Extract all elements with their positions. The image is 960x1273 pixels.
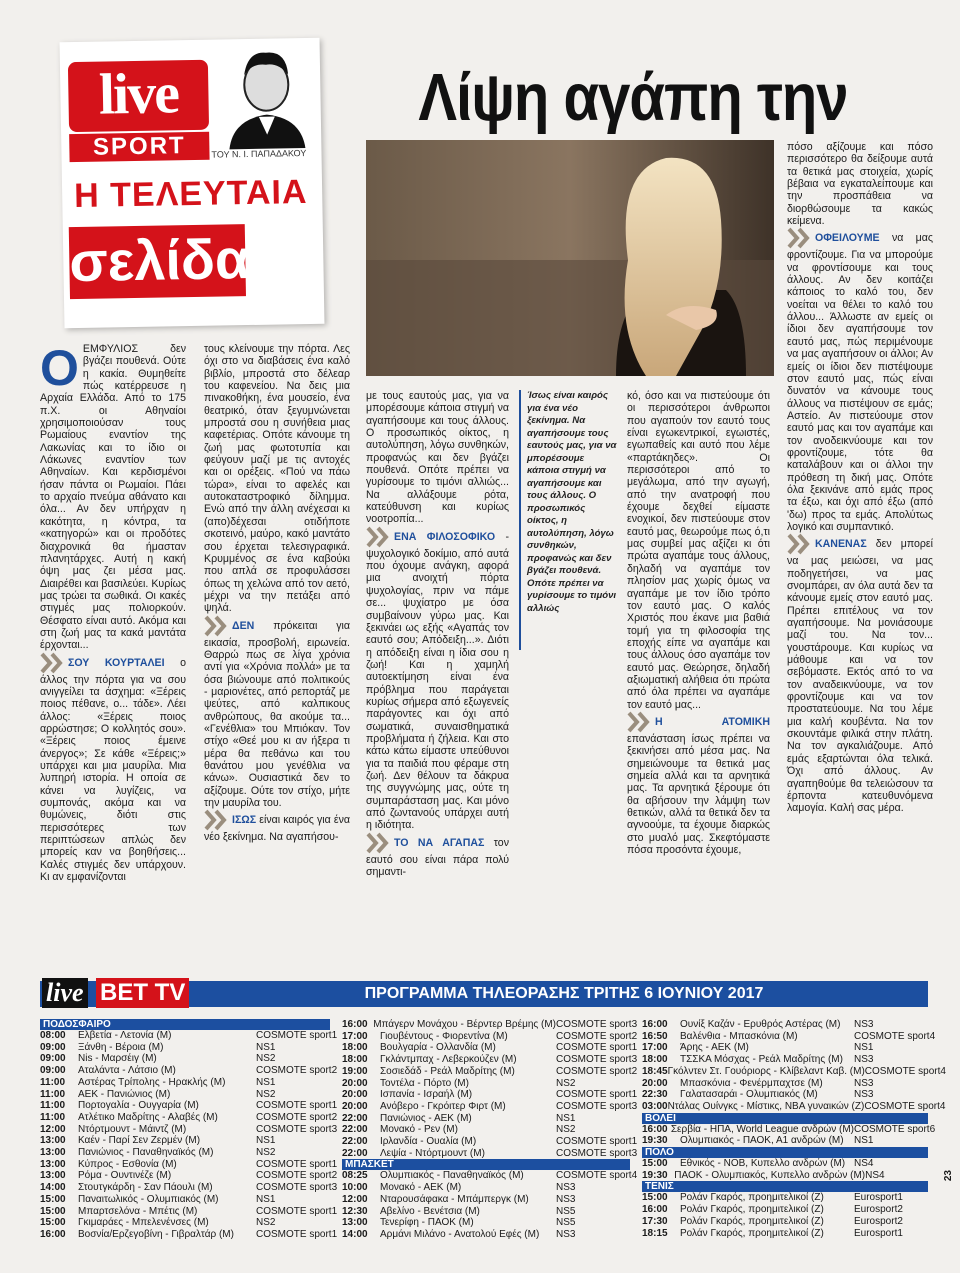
tv-channel: COSMOTE sport3 xyxy=(556,1054,638,1066)
lead-in: ΟΦΕΙΛΟΥΜΕ xyxy=(815,232,880,245)
tv-programme: Ρολάν Γκαρός, προημιτελικοί (Ζ) xyxy=(680,1192,824,1204)
tv-programme: Μπαρτσελόνα - Μπέτις (Μ) xyxy=(78,1205,198,1217)
tv-channel: Eurosport2 xyxy=(854,1204,903,1216)
masthead-card xyxy=(60,38,325,328)
tv-programme: Ατλέτικο Μαδρίτης - Αλαβές (Μ) xyxy=(78,1111,218,1123)
tv-channel: NS3 xyxy=(854,1089,874,1101)
tv-time: 17:00 xyxy=(642,1042,668,1054)
tv-channel: COSMOTE sport3 xyxy=(556,1147,638,1159)
tv-programme: Ισπανία - Ισραήλ (Μ) xyxy=(380,1089,473,1101)
tv-listing-row xyxy=(342,1100,638,1113)
tv-listing-row xyxy=(40,1158,338,1171)
tv-time: 22:00 xyxy=(342,1147,368,1159)
tv-listing-row xyxy=(40,1100,338,1112)
tv-time: 22:00 xyxy=(342,1136,368,1148)
tv-programme: Λεψία - Ντόρτμουντ (Μ) xyxy=(380,1147,485,1159)
tv-channel: COSMOTE sport1 xyxy=(256,1158,338,1170)
lead-in: ΣΟΥ ΚΟΥΡΤΑΛΕΙ xyxy=(68,656,165,669)
paragraph: ΕΜΦΥΛΙΟΣ δεν βγάζει πουθενά. Ούτε η κακία. Θυμηθείτε πώς κατέρρευσε η Αρχαία Ελλάδα. Από το 175 π.Χ. οι Αθηναίοι χρησιμοποιούσαν τους Ρωμαίους εναντίον της Λακωνίας και το ίδιο οι Λάκωνες εναντίον των Αθηναίων. Και κερδισμένοι ήσαν πάντα οι Ρωμαίοι. Πάει το αρχαίο πνεύμα αθάνατο και όλα... Αν δεν υπήρχαν η κακότητα, η κόντρα, τα «κατηγορώ» και οι προδότες διαχρονικά θα ήμασταν πλανητάρχες. Αυτή η κακή όψη μας ζει μέσα μας. Διαιρέθει και βασιλεύει. Κυρίως μας τρώει τα σωθικά. Οι κακές στιγμές μας πολιορκούν. Θέσφατο είναι αυτό. Ακόμα και στη ζωή μας τα κακά μαντάτα έρχονται... xyxy=(40,343,186,652)
tv-channel: NS4 xyxy=(865,1169,885,1181)
tv-list xyxy=(342,1019,638,1159)
paragraph: πρόκειται για εικασία, προσβολή, ειρωνεία. Θαρρώ πως σε λίγα χρόνια αντί για «Χρόνια πολλά» με τα όσα βιώνουμε από πολιτικούς - μαριονέτες, από ρεπορτάζ με ψεύτες, από καλπικους ανθρώπους, θα ακούμε τα... «Γενέθλια» του Μπιόκαν. Τον στίχο «Θεέ μου κι αν ήξερα τι μέρα θα πεθάνω και του θανάτου μου γενέθλια να κάνω». Ουσιαστικά δεν το αξίζουμε. Ούτε τον στίχο, μήτε την μαυρίλα του. xyxy=(204,619,350,810)
tv-channel: COSMOTE sport2 xyxy=(256,1111,338,1123)
tv-time: 15:00 xyxy=(40,1217,66,1229)
tv-programme: Βαλένθια - Μπασκόνια (Μ) xyxy=(680,1030,798,1042)
tv-listing-row xyxy=(342,1019,638,1031)
article-photo xyxy=(366,140,774,376)
lead-in: ΤΟ ΝΑ ΑΓΑΠΑΣ xyxy=(394,836,485,849)
tv-time: 20:00 xyxy=(642,1077,668,1089)
tv-time: 16:00 xyxy=(40,1228,66,1240)
tv-time: 22:00 xyxy=(342,1112,368,1124)
tv-time: 20:00 xyxy=(342,1089,368,1101)
tv-listing-row xyxy=(642,1065,946,1078)
tv-category-header: ΠΟΛΟ xyxy=(642,1147,928,1158)
tv-list xyxy=(642,1123,936,1147)
tv-listing-row xyxy=(642,1100,946,1113)
tv-channel: COSMOTE sport1 xyxy=(556,1136,638,1148)
tv-column-2 xyxy=(342,1019,638,1241)
live-logo: live xyxy=(68,60,209,132)
tv-listing-row xyxy=(642,1216,928,1228)
tv-channel: NS1 xyxy=(256,1193,276,1205)
tv-programme: ΠΑΟΚ - Ολυμπιακός, Κυπελλο ανδρών (Μ) xyxy=(674,1169,866,1181)
tv-time: 13:00 xyxy=(40,1147,66,1159)
tv-programme: Αβελίνο - Βενέτσια (Μ) xyxy=(380,1205,480,1217)
article-column-4 xyxy=(627,390,770,856)
tv-channel: COSMOTE sport2 xyxy=(556,1065,638,1077)
tv-channel: NS3 xyxy=(556,1182,576,1194)
tv-time: 16:00 xyxy=(642,1123,668,1135)
tv-listing-row xyxy=(40,1030,338,1042)
tv-channel: COSMOTE sport1 xyxy=(556,1042,638,1054)
tv-programme: Ολυμπιακός - ΠΑΟΚ, Α1 ανδρών (Μ) xyxy=(680,1135,844,1147)
chevron-icon xyxy=(204,615,230,637)
tv-time: 18:15 xyxy=(642,1227,668,1239)
tv-programme: Νταρουσάφακα - Μπάμπεργκ (Μ) xyxy=(380,1193,529,1205)
tv-programme: Γκλάντμπαχ - Λεβερκούζεν (Μ) xyxy=(380,1054,517,1066)
tv-time: 09:00 xyxy=(40,1053,66,1065)
tv-listing-row xyxy=(642,1135,928,1147)
tv-channel: COSMOTE sport4 xyxy=(864,1065,946,1077)
tv-time: 09:00 xyxy=(40,1065,66,1077)
tv-listing-row xyxy=(40,1053,330,1065)
tv-listing-row xyxy=(642,1170,928,1182)
lead-in: ΔΕΝ xyxy=(232,619,255,632)
tv-programme: Ουνίξ Καζάν - Ερυθρός Αστέρας (Μ) xyxy=(680,1019,841,1030)
tv-listing-row xyxy=(342,1229,630,1241)
tv-channel: COSMOTE sport4 xyxy=(864,1100,946,1112)
tv-programme: Γιουβέντους - Φιορεντίνα (Μ) xyxy=(380,1030,508,1042)
tv-channel: NS1 xyxy=(256,1135,276,1147)
tv-channel: COSMOTE sport1 xyxy=(256,1030,338,1041)
tv-time: 12:00 xyxy=(342,1193,368,1205)
tv-programme: ΤΣΣΚΑ Μόσχας - Ρεάλ Μαδρίτης (Μ) xyxy=(680,1054,843,1066)
tv-listing-row xyxy=(342,1054,638,1066)
tv-channel: COSMOTE sport1 xyxy=(256,1100,338,1112)
tv-listing-row xyxy=(342,1089,638,1101)
paragraph: είναι καιρός για ένα νέο ξεκίνημα. Να αγαπήσου- xyxy=(204,814,350,844)
tv-programme: Εθνικός - ΝΟΒ, Κυπελλο ανδρών (Μ) xyxy=(680,1158,846,1170)
tv-list xyxy=(342,1170,638,1240)
tv-listing-row xyxy=(40,1170,338,1182)
tv-programme: Στουτγκάρδη - Σαν Πάουλι (Μ) xyxy=(78,1182,213,1194)
tv-listing-row xyxy=(40,1194,330,1206)
lead-in: Η ΑΤΟΜΙΚΗ xyxy=(655,715,770,728)
tv-channel: NS4 xyxy=(854,1158,874,1170)
tv-category-header: ΒΟΛΕΙ xyxy=(642,1113,928,1124)
tv-listing-row xyxy=(642,1204,928,1216)
tv-time: 22:00 xyxy=(342,1124,368,1136)
tv-channel: NS3 xyxy=(854,1054,874,1066)
tv-listing-row xyxy=(342,1194,630,1206)
tv-listing-row xyxy=(40,1077,330,1089)
tv-listing-row xyxy=(642,1019,928,1031)
tv-programme: Ιρλανδία - Ουαλία (Μ) xyxy=(380,1136,477,1148)
tv-time: 15:00 xyxy=(40,1205,66,1217)
tv-category-header: ΤΕΝΙΣ xyxy=(642,1181,928,1192)
tv-programme: Ρολάν Γκαρός, προημιτελικοί (Ζ) xyxy=(680,1215,824,1227)
drop-cap: Ο xyxy=(40,340,79,396)
tv-programme: Άρης - ΑΕΚ (Μ) xyxy=(680,1042,749,1054)
tv-channel: COSMOTE sport2 xyxy=(256,1065,338,1077)
tv-time: 03:00 xyxy=(642,1100,668,1112)
tv-channel: Eurosport2 xyxy=(854,1215,903,1227)
tv-time: 13:00 xyxy=(40,1135,66,1147)
tv-programme: Γκόλντεν Στ. Γουόριορς - Κλίβελαντ Καβ. (Μ) xyxy=(667,1065,865,1077)
tv-programme: Ολυμπιακός - Παναθηναϊκός (Μ) xyxy=(380,1170,524,1182)
tv-time: 18:00 xyxy=(342,1042,368,1054)
tv-listing-row xyxy=(40,1217,330,1229)
tv-listing-row xyxy=(642,1123,936,1136)
tv-time: 12:30 xyxy=(342,1205,368,1217)
tv-programme: Ρολάν Γκαρός, προημιτελικοί (Ζ) xyxy=(680,1204,824,1216)
tv-channel: NS2 xyxy=(256,1147,276,1159)
tv-programme: Βοσνία/Ερζεγοβίνη - Γιβραλτάρ (Μ) xyxy=(78,1228,234,1240)
tv-time: 19:00 xyxy=(342,1065,368,1077)
paragraph: τους κλείνουμε την πόρτα. Λες όχι στο να διαβάσεις ένα καλό βιβλίο, μπροστά στο δέλεαρ του καφενείου. Να δεις μια πινακοθήκη, ένα μουσείο, ένα θεατρικό, όταν ξεγυμνώνεται μπροστά σου η συνήθεια μιας καφετέριας. Οπότε κάνουμε τη ζωή μας φωτοτυπία και φεύγουν μαζί με τις αντοχές και οι ορέξεις. «Πού να πάω τώρα», είναι το αφελές και αυτοκαταστροφικό δίλημμα. Ενώ από την άλλη ανέχεσαι κι (απο)δέχεσαι οτιδήποτε σκοτεινό, μαύρο, κακό μαντάτο σου έρχεται τελεσιγραφικά. Κρυμμένος σε ένα καβούκι που απλά σε προφυλάσσει όπως τη χελώνα από τον αετό, μέχρι να την πετάξει από ψηλά. xyxy=(204,343,350,615)
tv-channel: Eurosport1 xyxy=(854,1227,903,1239)
tv-time: 13:00 xyxy=(342,1217,368,1229)
tv-time: 14:00 xyxy=(40,1182,66,1194)
page-number: 23 xyxy=(943,1170,954,1182)
chevron-icon xyxy=(627,711,653,733)
tv-time: 18:00 xyxy=(342,1054,368,1066)
tv-programme: Μπασκόνια - Φενέρμπαχτσε (Μ) xyxy=(680,1077,823,1089)
tv-channel: COSMOTE sport1 xyxy=(256,1228,338,1240)
tv-time: 17:00 xyxy=(342,1030,368,1042)
tv-channel: NS5 xyxy=(556,1217,576,1229)
tv-listing-row xyxy=(342,1217,630,1229)
tv-listing-row xyxy=(642,1158,928,1170)
tv-time: 16:00 xyxy=(642,1204,668,1216)
tv-programme: Nis - Μαρσέιγ (Μ) xyxy=(78,1053,157,1065)
tv-programme: Αστέρας Τρίπολης - Ηρακλής (Μ) xyxy=(78,1076,226,1088)
tv-channel: COSMOTE sport3 xyxy=(256,1182,338,1194)
tv-programme: Κύπρος - Εσθονία (Μ) xyxy=(78,1158,177,1170)
tv-channel: COSMOTE sport2 xyxy=(256,1170,338,1182)
paragraph: επανάσταση ίσως πρέπει να ξεκινήσει από μέσα μας. Να σημειώνουμε τα θετικά μας σημεία αλλά και τα αρνητικά μας. Τα αρνητικά ξέρουμε ότι θα αβήσουν την λάμψη των θετικών, αλλά τα θετικά δεν τα αγνοούμε, τα έχουμε διαρκώς στο μυαλό μας. Σκεφτόμαστε πόσα προσόντα έχουμε, xyxy=(627,732,770,857)
tv-channel: NS1 xyxy=(256,1076,276,1088)
tv-listing-row xyxy=(40,1089,330,1101)
author-byline: ΤΟΥ Ν. Ι. ΠΑΠΑΔΑΚΟΥ xyxy=(211,148,307,160)
tv-channel: NS1 xyxy=(556,1112,576,1124)
tv-listing-row xyxy=(342,1136,638,1148)
tv-listing-row xyxy=(642,1089,928,1101)
paragraph: ο άλλος την πόρτα για να σου ανιγγείλει τα άσχημα: «Ξέρεις ποιος πέθανε, ο... τάδε». Λέει άλλος: «Ξέρεις ποιος αρρώστησε; Ο κολλητός σου». «Ξέρεις ποιος έμεινε άνεργος»; Σε κάθε «Ξέρεις;» υπάρχει και μια μαυρίλα. Μια λυπηρή ιστορία. Η οποία σε κάνει να λυγίζεις, να συμπονάς, ακόμα και να θυμώνεις, διότι στις περισσότερες των περιπτώσεων απλώς δεν μπορείς καν να βοηθήσεις... Καλές στιγμές δεν υπάρχουν. Κι αν εμφανίζονται xyxy=(40,656,186,884)
tv-category-header: ΜΠΑΣΚΕΤ xyxy=(342,1159,630,1170)
tv-listing-row xyxy=(342,1030,638,1043)
tv-listing-row xyxy=(342,1206,630,1218)
tv-programme: Ανόβερο - Γκρόιτερ Φιρτ (Μ) xyxy=(380,1100,506,1112)
chevron-icon xyxy=(366,832,392,854)
tv-time: 22:30 xyxy=(642,1089,668,1101)
tv-time: 11:00 xyxy=(40,1100,66,1112)
author-portrait-icon xyxy=(218,44,316,150)
tv-time: 20:00 xyxy=(342,1077,368,1089)
tv-channel: NS1 xyxy=(854,1135,874,1147)
tv-programme: Πανιώνιος - ΑΕΚ (Μ) xyxy=(380,1112,472,1124)
tv-list xyxy=(642,1019,946,1113)
tv-time: 17:30 xyxy=(642,1215,668,1227)
tv-channel: NS5 xyxy=(556,1205,576,1217)
tv-listing-row xyxy=(642,1228,928,1240)
tv-time: 12:00 xyxy=(40,1123,66,1135)
chevron-icon xyxy=(204,809,230,831)
tv-channel: COSMOTE sport4 xyxy=(556,1170,638,1182)
sport-logo: SPORT xyxy=(69,132,209,162)
tv-list xyxy=(642,1192,928,1239)
tv-time: 11:00 xyxy=(40,1088,66,1100)
tv-channel: COSMOTE sport1 xyxy=(556,1089,638,1101)
tv-listing-row xyxy=(342,1113,630,1125)
chevron-icon xyxy=(787,227,813,249)
tv-listing-row xyxy=(342,1170,638,1182)
tv-time: 20:00 xyxy=(342,1100,368,1112)
tv-time: 18:00 xyxy=(642,1054,668,1066)
tv-programme: Γαλατασαράι - Ολυμπιακός (Μ) xyxy=(680,1089,818,1101)
tv-channel: COSMOTE sport1 xyxy=(256,1205,338,1217)
tv-channel: COSMOTE sport2 xyxy=(556,1030,638,1042)
tv-programme: Μονακό - Ρεν (Μ) xyxy=(380,1124,458,1136)
tv-listing-row xyxy=(342,1182,630,1194)
tv-time: 08:25 xyxy=(342,1170,368,1182)
tv-channel: COSMOTE sport6 xyxy=(854,1123,936,1135)
tv-channel: COSMOTE sport3 xyxy=(556,1100,638,1112)
tv-channel: NS3 xyxy=(854,1077,874,1089)
paragraph: κό, όσο και να πιστεύουμε ότι οι περισσότεροι άνθρωποι που αγαπούν τον εαυτό τους είναι εγωκεντρικοί, εγωιστές, εγωπαθείς και αυτό που λέμε «παρτάκηδες». Οι περισσότεροι από το μεγάλωμα, από την αγωγή, από την ανατροφή που έχουμε δεχθεί είμαστε ενοχικοί, δεν πιστεύουμε στον εαυτό μας, θεωρούμε πως ό,τι μας συμβεί μας αξίζει κι ότι πρώτα αγαπάμε τους άλλους, δηλαδή να αγαπάμε τον πλησίον μας χωρίς όμως να αγαπάμε με τον ίδιο τρόπο τον εαυτό μας. Ο καλός Χριστός που έκανε μια βαθιά τομή για τη φιλοσοφία της εποχής είπε να αγαπάμε και τους άλλους όσο αγαπάμε τον εαυτό μας. Θεώρησε, δηλαδή αξιωματική αλήθεια ότι πρώτα από όλα πρέπει να αγαπάμε τον εαυτό μας... xyxy=(627,390,770,711)
section-kicker: Η ΤΕΛΕΥΤΑΙΑ xyxy=(73,172,308,216)
tv-listing-row xyxy=(642,1054,928,1066)
tv-listing-row xyxy=(642,1042,928,1054)
lead-in: ΙΣΩΣ xyxy=(232,814,257,827)
tv-listing-row xyxy=(40,1182,338,1194)
tv-channel: COSMOTE sport3 xyxy=(256,1123,338,1135)
article-column-5 xyxy=(787,141,933,815)
section-title: σελίδα xyxy=(69,224,246,299)
tv-listing-row xyxy=(40,1111,338,1124)
tv-programme: Ντάλας Ουίνγκς - Μίστικς, NBA γυναικών (Ζ) xyxy=(667,1100,865,1112)
pull-quote: Ίσως είναι καιρός για ένα νέο ξεκίνημα. Να αγαπήσουμε τους εαυτούς μας, για να μπορέσουμε κάποια στιγμή να αγαπήσουμε και τους άλλους. Ο προσωπικός οίκτος, η αυτολύπηση, λόγω συνθηκών, προφανώς και δεν βγάζει πουθενά. Οπότε πρέπει να γυρίσουμε το τιμόνι αλλιώς xyxy=(527,390,617,614)
chevron-icon xyxy=(40,652,66,674)
paragraph: δεν μπορεί να μας μειώσει, να μας ποδηγετήσει, να μας σνομπάρει, αν όλα αυτά δεν τα κάνουμε εμείς στον εαυτό μας. Πρέπει επιτέλους να τον αγαπήσουμε. Να μονιάσουμε μαζί του. Να τον... γουστάρουμε. Και κυρίως να μάθουμε και να τον σεβόμαστε. Εκτός από το να τον αναδεικνύουμε, να τον φροντίζουμε και να τον προστατεύουμε. Να του λέμε μια καλή κουβέντα. Να τον σκουντάμε φιλικά στην πλάτη. Να τον αγκαλιάζουμε. Από εμάς εξαρτώνται όλα τελικά. Όχι από άλλους. Αν αγαπηθούμε θα τελειώσουν τα έρποντα κατευθυνόμενα λαμογία. Καλή σας μέρα. xyxy=(787,538,933,815)
tv-time: 15:00 xyxy=(642,1192,668,1204)
tv-programme: Γκιμαράες - Μπελενένσες (Μ) xyxy=(78,1217,209,1229)
tv-logo-live: live xyxy=(42,978,88,1008)
tv-listing-row xyxy=(40,1135,330,1147)
article-column-2 xyxy=(204,343,350,844)
tv-channel: Eurosport1 xyxy=(854,1192,903,1204)
tv-time: 09:00 xyxy=(40,1041,66,1053)
chevron-icon xyxy=(787,533,813,555)
tv-programme: Βουλγαρία - Ολλανδία (Μ) xyxy=(380,1042,496,1054)
tv-listing-row xyxy=(642,1192,928,1204)
tv-time: 08:00 xyxy=(40,1030,66,1041)
tv-programme: Ρόμα - Ουντινέζε (Μ) xyxy=(78,1170,172,1182)
tv-programme: Σοσιεδάδ - Ρεάλ Μαδρίτης (Μ) xyxy=(380,1065,515,1077)
tv-channel: NS3 xyxy=(556,1228,576,1240)
tv-listing-row xyxy=(40,1228,338,1241)
tv-time: 19:30 xyxy=(642,1135,668,1147)
tv-programme: Μονακό - ΑΕΚ (Μ) xyxy=(380,1182,462,1194)
tv-listing-row xyxy=(342,1147,638,1160)
paragraph: τον εαυτό σου είναι πάρα πολύ σημαντι- xyxy=(366,836,509,879)
tv-listing-row xyxy=(342,1065,638,1078)
paragraph: πόσο αξίζουμε και πόσο περισσότερο θα δείξουμε αυτά τα θετικά μας στοιχεία, χωρίς βέβαια να εγκαταλείπουμε και την προσπάθεια να διορθώσουμε τα κακώς κείμενα. xyxy=(787,141,933,228)
tv-channel: COSMOTE sport4 xyxy=(854,1030,936,1042)
tv-guide-title: ΠΡΟΓΡΑΜΜΑ ΤΗΛΕΟΡΑΣΗΣ ΤΡΙΤΗΣ 6 ΙΟΥΝΙΟΥ 2017 xyxy=(364,985,764,1002)
tv-channel: NS3 xyxy=(854,1019,874,1030)
tv-listing-row xyxy=(342,1078,630,1090)
tv-time: 15:00 xyxy=(40,1193,66,1205)
tv-programme: Μπάγερν Μονάχου - Βέρντερ Βρέμης (Μ) xyxy=(373,1019,556,1030)
tv-time: 10:00 xyxy=(342,1182,368,1194)
paragraph: - ψυχολογικό δοκίμιο, από αυτά που όχουμε ανάγκη, αφορά μια ανοιχτή πόρτα ψυχολογίας, πριν να πάμε σε... ψυχίατρο με όσα συμβαίνουν γύρω μας. Και ξεκινάει ως εξής «Αγαπάς τον εαυτό σου; Απόδειξη...». Διότι η απόδειξη είναι η ίδια σου η ζωή! Και η χαμηλή αυτοεκτίμηση είναι ένα πρόβλημα που παράγεται κυρίως σήμερα από εξωγενείς παράγοντες και όχι από σωματικά, συναισθηματικά προβλήματα ή ζήλεια. Και στο κάτω κάτω είμαστε υπεύθυνοι για τα παιδιά που φέραμε στη ζωή. Δεν θέλουν τα δάκρυα της συγγνώμης μας, ούτε τη συμπαράσταση μας. Και μόνο από ζωντανούς υπάρχει αυτή η ιδιότητα. xyxy=(366,530,509,832)
tv-programme: Τενερίφη - ΠΑΟΚ (Μ) xyxy=(380,1217,474,1229)
chevron-icon xyxy=(366,526,392,548)
tv-channel: NS2 xyxy=(256,1053,276,1065)
tv-time: 16:50 xyxy=(642,1030,668,1042)
article-column-1 xyxy=(40,340,186,884)
tv-listing-row xyxy=(40,1042,330,1054)
tv-programme: ΑΕΚ - Πανιώνιος (Μ) xyxy=(78,1088,171,1100)
article-column-3 xyxy=(366,390,509,878)
paragraph: να μας φροντίζουμε. Για να μπορούμε να φροντίσουμε και τους άλλους. Αν δεν κοιτάζει κάποιος το καλό του, δεν νοείται να θέλει το καλό του άλλου... Άλλωστε αν εμείς οι ίδιοι δεν αγαπήσουμε τον εαυτό μας, πώς περιμένουμε να μας αγαπήσουν οι άλλοι; Αν εμείς οι ίδιοι δεν πιστέψουμε στον εαυτό μας, πώς είναι δυνατόν να κάνουμε τους άλλους να πιστέψουν σε εμάς; Αστείο. Αν πιστεύουμε στον εαυτό μας και τον αγαπάμε και τον ανοδεικνύουμε και τον φροντίζουμε, τότε θα καταλάβουν και οι άλλοι την πρόθεση τη δική μας. Οπότε όλα ξεκινάνε από εμάς προς τα έξω, και όχι από έξω (από 'δω) προς τα εμάς. Απολύτως λογικό και συμπαντικό. xyxy=(787,232,933,533)
tv-list xyxy=(642,1158,928,1181)
tv-time: 15:00 xyxy=(642,1158,668,1170)
tv-time: 11:00 xyxy=(40,1076,66,1088)
tv-listing-row xyxy=(642,1030,936,1043)
tv-programme: Ρολάν Γκαρός, προημιτελικοί (Ζ) xyxy=(680,1227,824,1239)
tv-channel: NS2 xyxy=(556,1077,576,1089)
tv-column-1 xyxy=(40,1019,338,1241)
article-headline: Λίψη αγάπη την xyxy=(418,60,848,135)
paragraph: με τους εαυτούς μας, για να μπορέσουμε κάποια στιγμή να αγαπήσουμε και τους άλλους. Ο προσωπικός οίκτος, η αυτολύπηση, λόγω συνθηκών, προφανώς και δεν βγάζει πουθενά. Οπότε πρέπει να γυρίσουμε το τιμόνι αλλιώς... Να αλλάξουμε ρότα, κατεύθυνση και κυρίως νοοτροπία... xyxy=(366,390,509,526)
tv-listing-row xyxy=(642,1078,928,1090)
tv-listing-row xyxy=(40,1147,330,1159)
tv-programme: Ντόρτμουντ - Μάιντζ (Μ) xyxy=(78,1123,187,1135)
tv-programme: Ξάνθη - Βέροια (Μ) xyxy=(78,1041,164,1053)
tv-channel: NS2 xyxy=(256,1088,276,1100)
tv-time: 18:45 xyxy=(642,1065,668,1077)
tv-programme: Αταλάντα - Λάτσιο (Μ) xyxy=(78,1065,176,1077)
tv-time: 16:00 xyxy=(342,1019,368,1030)
tv-time: 14:00 xyxy=(342,1228,368,1240)
tv-programme: Αρμάνι Μιλάνο - Ανατολού Εφές (Μ) xyxy=(380,1228,540,1240)
tv-channel: NS3 xyxy=(556,1193,576,1205)
tv-programme: Σερβία - ΗΠΑ, World League ανδρών (Μ) xyxy=(670,1123,854,1135)
tv-channel: NS1 xyxy=(854,1042,874,1054)
tv-time: 13:00 xyxy=(40,1170,66,1182)
tv-logo-bet: BET TV xyxy=(96,978,189,1008)
tv-programme: Καέν - Παρί Σεν Ζερμέν (Μ) xyxy=(78,1135,201,1147)
lead-in: ΚΑΝΕΝΑΣ xyxy=(815,538,867,551)
tv-listing-row xyxy=(342,1124,630,1136)
tv-time: 11:00 xyxy=(40,1111,66,1123)
tv-listing-row xyxy=(40,1205,338,1218)
tv-programme: Ελβετία - Λετονία (Μ) xyxy=(78,1030,172,1041)
tv-programme: Τοντέλα - Πόρτο (Μ) xyxy=(380,1077,469,1089)
tv-channel: COSMOTE sport3 xyxy=(556,1019,638,1030)
tv-column-3 xyxy=(642,1019,946,1239)
tv-listing-row xyxy=(342,1042,638,1054)
tv-programme: Παναιτωλικός - Ολυμπιακός (Μ) xyxy=(78,1193,219,1205)
tv-programme: Πανιώνιος - Παναθηναϊκός (Μ) xyxy=(78,1147,214,1159)
lead-in: ΕΝΑ ΦΙΛΟΣΟΦΙΚΟ xyxy=(394,530,496,543)
tv-programme: Πορτογαλία - Ουγγαρία (Μ) xyxy=(78,1100,199,1112)
tv-channel: NS2 xyxy=(256,1217,276,1229)
tv-listing-row xyxy=(40,1123,338,1136)
tv-list xyxy=(40,1030,338,1241)
tv-listing-row xyxy=(40,1065,338,1077)
tv-time: 19:30 xyxy=(642,1169,668,1181)
tv-category-header: ΠΟΔΟΣΦΑΙΡΟ xyxy=(40,1019,330,1030)
tv-time: 13:00 xyxy=(40,1158,66,1170)
tv-time: 16:00 xyxy=(642,1019,668,1030)
live-bet-tv-logo xyxy=(40,976,190,1010)
tv-channel: NS2 xyxy=(556,1124,576,1136)
tv-channel: NS1 xyxy=(256,1041,276,1053)
